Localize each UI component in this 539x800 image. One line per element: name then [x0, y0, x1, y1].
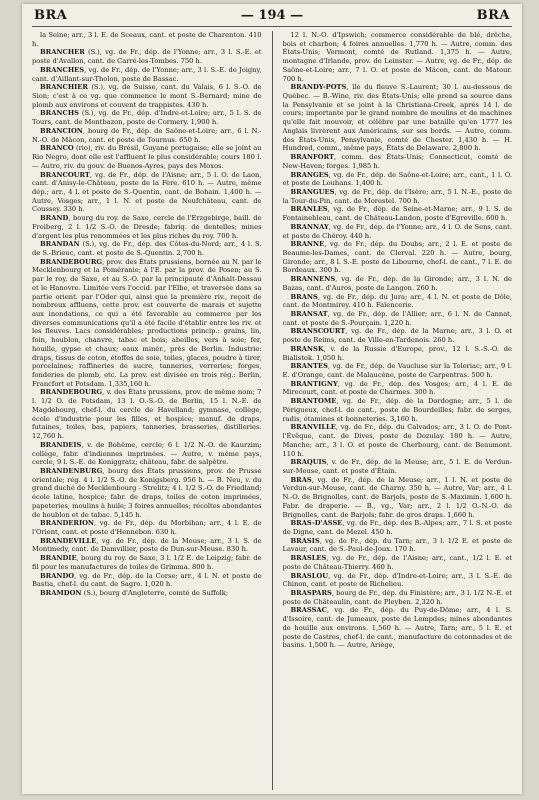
dictionary-entry: BRAND, bourg du roy. de Saxe, cercle de l'Erzgebirge, baill. de Freiberg, 2 l. 1/2 S.-O. de Dresde; fabriq. de dentelles; mines d'argent les plus renommées et les plus riches du roy. 700 h. [32, 214, 262, 240]
page-header [22, 4, 522, 28]
entry-headword: BRANNAY [290, 222, 329, 231]
text-columns [32, 31, 512, 790]
dictionary-entry: BRANDEVILLE, vg. de Fr., dép. de la Meuse; arr., 3 l. S. de Montmedy, cant. de Damvillier, poste de Dun-sur-Meuse. 830 h. [32, 536, 262, 554]
entry-headword: BRAS [290, 475, 312, 484]
entry-headword: BRANTOME [290, 397, 337, 406]
dictionary-entry: BRANCHS (S.), vg. de Fr., dép. d'Indre-et-Loire; arr., 5 l. S. de Tours, cant. de Montbazon, poste de Cormery. 1,900 h. [32, 109, 262, 127]
entry-headword: BRANDIE [40, 554, 77, 563]
dictionary-entry: BRANS, vg. de Fr., dép. du Jura; arr., 4 l. N. et poste de Dôle, cant. de Montmirey. 410 h. Faïencerie. [282, 292, 512, 310]
dictionary-entry: BRANNE, vg. de Fr., dép. du Doubs; arr., 2 l. E. et poste de Beaume-les-Dames, cant. de Clerval. 220 h. — Autre, bourg, Gironde; arr., 8 l. S.-E. poste de Libourne, chef-l. de cant., 7 l. E. de Bordeaux. 300 h. [282, 240, 512, 275]
dictionary-entry: BRASLOU, vg. de Fr., dép. d'Indre-et-Loire; arr., 3 l. S.-E. de Chinon, cant. et poste de Richelieu. [282, 571, 512, 589]
entry-headword: BRANNENS [290, 275, 336, 284]
entry-headword: BRANCOURT [40, 170, 90, 179]
entry-headword: BRANLES [290, 205, 328, 214]
dictionary-entry: BRANVILLE, vg. de Fr., dép. du Calvados; arr., 3 l. O. de Pont-l'Évêque, cant. de Dives, poste de Dozulay. 180 h. — Autre, Manche; arr., 3 l. O. et poste de Cherbourg, cant. de Beaumont. 110 h. [282, 423, 512, 458]
dictionary-entry: BRANCOURT, vg. de Fr., dép. de l'Aisne; arr., 5 l. O. de Laon, cant. d'Anisy-le-Château, poste de la Fère. 610 h. — Autre, même dép.; arr., 4 l. et poste de S.-Quentin, cant. de Bohain. 1,400 h. — Autre, Vosges; arr., 1 l. N. et poste de Neufchâteau, cant. de Coussey. 330 h. [32, 170, 262, 214]
dictionary-entry: BRASSAC, vg. de Fr., dép. du Puy-de-Dôme; arr., 4 l. S. d'Issoire, cant. de Jumeaux, poste de Lempdes; mines abondantes de houille aux environs. 1,560 h. — Autre, Tarn; arr., 5 l. E. et poste de Castres, chef-l. de cant., manufacture de cotonnades et de basins. 1,500 h. — Autre, Ariège, [282, 606, 512, 650]
dictionary-entry: BRANTES, vg. de Fr., dép. de Vaucluse sur la Toleriac; arr., 9 l. E. d'Orange, cant. de Malaucène, poste de Carpentras. 500 h. [282, 362, 512, 380]
dictionary-entry: BRANSCOURT, vg. de Fr., dép. de la Marne; arr., 3 l. O. et poste de Reims, cant. de Ville-en-Tardenois. 260 h. [282, 327, 512, 345]
dictionary-entry: BRANDIE, bourg du roy. de Saxe, 3 l. 1/2 E. de Leipzig; fabr. de fil pour les manufactures de toiles de Grimma. 800 h. [32, 554, 262, 571]
dictionary-entry: BRASIS, vg. de Fr., dép. du Tarn; arr., 3 l. 1/2 E. et poste de Lavaur, cant. de S.-Paul-de-Joux. 170 h. [282, 536, 512, 554]
dictionary-entry: BRANNAY, vg. de Fr., dép. de l'Yonne; arr., 4 l. O. de Sens, cant. et poste de Chéroy. 440 h. [282, 222, 512, 240]
dictionary-entry: BRASPARS, bourg de Fr., dép. du Finistère; arr., 3 l. 1/2 N.-E. et poste de Châteaulin, cant. de Pleyben. 2,320 h. [282, 589, 512, 606]
entry-headword: BRANDAN [40, 240, 80, 249]
dictionary-entry: BRAQUIS, v. de Fr., dép. de la Meuse; arr., 5 l. E. de Verdun-sur-Meuse, cant. et poste d'Étain. [282, 458, 512, 475]
dictionary-entry: la Seine; arr., 3 l. E. de Sceaux, cant. et poste de Charenton. 410 h. [32, 31, 262, 48]
page-number: — 194 — [240, 8, 304, 23]
running-head-left: BRA [34, 8, 68, 23]
dictionary-entry: BRANNENS, vg. de Fr., dép. de la Gironde; arr., 3 l. N. de Bazas, cant. d'Auros, poste de Langon. 260 h. [282, 275, 512, 292]
entry-headword: BRANSK [290, 344, 324, 353]
entry-headword: BRANCO [40, 144, 74, 153]
entry-headword: BRANDEIS [40, 440, 82, 449]
left-column [32, 31, 262, 790]
dictionary-entry: BRANCHES, vg. de Fr., dép. de l'Yonne; arr., 3 l. S.-E. de Joigny, cant. d'Aillant-sur-Tholon, poste de Bassac. [32, 65, 262, 83]
entry-headword: BRANNE [290, 240, 325, 249]
column-divider [272, 31, 273, 790]
dictionary-entry: BRANCION, bourg de Fr., dép. de Saône-et-Loire; arr., 6 l. N.-N.-O. de Mâcon, cant. et poste de Tournus. 650 h. [32, 126, 262, 144]
dictionary-entry: BRANCHIER (S.), vg. de Suisse, cant. du Valais, 6 l. S.-O. de Sion; c'est à ce vg. que commence le mont S.-Bernard; mine de plomb aux environs et couvent de trappistes. 430 h. [32, 83, 262, 109]
dictionary-entry: BRANTOME, vg. de Fr., dép. de la Dordogne; arr., 5 l. de Périgueux, chef-l. de cant., poste de Bourdeilles; fabr. de serges, radis, étamines et bonneteries. 3,160 h. [282, 397, 512, 423]
dictionary-entry: BRANSAT, vg. de Fr., dép. de l'Allier; arr., 6 l. N. de Cannat, cant. et poste de S.-Pourçain. 1,220 h. [282, 310, 512, 327]
dictionary-entry: BRANGUES, vg. de Fr., dép. de l'Isère; arr., 5 l. N.-E., poste de la Tour-du-Pin, cant. de Morestel. 700 h. [282, 187, 512, 205]
dictionary-entry: BRANDO, vg. de Fr., dép. de la Corse; arr., 4 l. N. et poste de Bastia, chef-l. du cant. de Sagro. 1,020 h. [32, 571, 262, 589]
entry-headword: BRANCION [40, 126, 83, 135]
entry-headword: BRASLOU [290, 571, 329, 580]
dictionary-entry: BRANDEIS, v. de Bohême, cercle; 6 l. 1/2 N.-O. de Kaurzim; collège, fabr. d'indiennes imprimées. — Autre, v. même pays, cercle, 9 l. S.-E. de Koniggratz; château, fabr. de salpêtre. [32, 440, 262, 467]
entry-headword: BRAS-D'ASSE [290, 519, 343, 528]
entry-headword: BRANGUES [290, 187, 335, 196]
entry-headword: BRANDEVILLE [40, 536, 97, 545]
entry-headword: BRANDERION [40, 519, 95, 528]
entry-headword: BRANSAT [290, 310, 328, 318]
entry-headword: BRAQUIS [290, 458, 327, 467]
entry-headword: BRANVILLE [290, 423, 336, 432]
dictionary-entry: BRANDERION, vg. de Fr., dép. du Morbihan; arr., 4 l. E. de l'Orient, cant. et poste d'Hennebon. 630 h. [32, 519, 262, 536]
entry-headword: BRANCHES [40, 65, 85, 74]
entry-headword: BRASPARS [290, 589, 332, 597]
entry-headword: BRANS [290, 292, 318, 301]
header-rule [32, 26, 512, 27]
entry-headword: BRANDO [40, 571, 75, 580]
entry-headword: BRANCHER [40, 48, 85, 57]
entry-headword: BRASIS [290, 536, 320, 545]
entry-headword: BRANTES [290, 362, 328, 371]
dictionary-entry: BRANDEBOURG, v. des États prussiens, prov. de même nom; 7 l. 1/2 O. de Potsdam, 13 l. O.-S.-O. de Berlin, 15 l. N.-E. de Magdebourg, chef-l. du cercle de Havelland; gymnase, collège, école d'industrie pour les filles, et hospice; manuf. de draps, futaines, toiles, bas, papiers, tanneries, brasseries, distilleries. 12,760 h. [32, 388, 262, 441]
right-column [283, 31, 513, 790]
dictionary-entry: BRANDY-POTS, île du fleuve S.-Laurent; 30 l. au-dessous de Québec. — B.-Wine, riv. des États-Unis; elle prend sa source dans la Pensylvanie et se joint à la Christiana-Creek, après 14 l. de cours; importante par le grand nombre de moulins et de machines qu'elle fait mouvoir, et célèbre par une bataille qu'en 1777 les Anglais livrèrent aux Américains, sur ses bords. — Autre, comm. des États-Unis, Pensylvanie, comté de Chester. 1,430 h. — H. Hundred, comm., même pays, États de Delaware. 2,800 h. [282, 83, 512, 153]
running-head-right: BRA [476, 8, 510, 23]
book-page [22, 4, 522, 794]
dictionary-entry: BRASLES, vg. de Fr., dép. de l'Aisne; arr., cant., 1/2 l. E. et poste de Château-Thierry. 460 h. [282, 554, 512, 571]
dictionary-entry: BRAMDON (S.), bourg d'Angleterre, comté de Suffolk; [40, 589, 229, 597]
dictionary-entry: BRANDENBURG, bourg des États prussiens, prov. de Prusse orientale; rég. 4 l. 1/2 S.-O. de Konigsberg. 956 h. — B. Neu, v. du grand duché de Mecklenbourg - Strelitz; 4 l. 1/2 S.-O. de Friedland; école latine, hospice; fabr. de draps, toiles de coton imprimées, papeteries, moulins à huile; 3 foires annuelles; récoltes abondantes de houblon et de tabac. 5,145 h. [32, 466, 262, 519]
dictionary-entry: BRANCHER (S.), vg. de Fr., dép. de l'Yonne; arr., 3 l. S.-E. et poste d'Avallon, cant. de Carré-les-Tombes. 750 h. [32, 48, 262, 66]
entry-headword: BRANCHS [40, 109, 79, 118]
entry-headword: BRANDEBOURG [40, 388, 103, 397]
dictionary-entry: BRANCO (rio), riv. du Brésil, Guyane portugaise; elle se joint au Rio Negro, dont elle est l'affluent le plus considérable; cours 180 l. — Autre, riv. du gouv. de Buenos-Ayres, pays des Moxos. [32, 144, 262, 170]
entry-headword: BRANDY-POTS [290, 83, 347, 92]
entry-headword: BRANDENBURG [40, 466, 103, 475]
dictionary-entry: BRANDAN (S.), vg. de Fr., dép. des Côtes-du-Nord; arr., 4 l. S. de S.-Brieuc, cant. et poste de S.-Quentin. 2,700 h. [32, 240, 262, 257]
entry-headword: BRANCHIER [40, 83, 88, 92]
dictionary-entry: BRANFORT, comm. des États-Unis; Connecticut, comté de New-Haven; forges. 1,985 h. [282, 153, 512, 170]
dictionary-entry: BRANTIGNY, vg. de Fr., dép. des Vosges; arr., 4 l. E. de Mirecourt, cant. et poste de Charmes. 300 h. [282, 379, 512, 397]
entry-headword: BRASSAC [290, 606, 327, 615]
entry-headword: BRANGES [290, 170, 329, 179]
dictionary-entry: BRANLES, vg. de Fr., dép. de Seine-et-Marne; arr., 9 l. S. de Fontainebleau, cant. de Château-Landon, poste d'Egreville. 600 h. [282, 205, 512, 223]
entry-headword: BRAMDON [40, 589, 82, 597]
dictionary-entry: BRAS-D'ASSE, vg. de Fr., dép. des B.-Alpes; arr., 7 l. S. et poste de Digne, cant. de Mezel. 450 h. [282, 519, 512, 536]
dictionary-entry: BRANDEBOURG, prov. des États prussiens, bornée au N. par le Mecklenbourg et la Poméranie; à l'E. par la prov. de Posen; au S. par le roy. de Saxe, et au S.-O. par la principauté d'Anhalt-Dessau et le Hanovre. Limitée vers l'occid. par l'Elbe, et traversée dans sa partie orient. par l'Oder qui, ainsi que la première riv., reçoit de nombreux affluens, cette prov. est couverte de marais et sujette aux inondations, ce qui a été favorable au commerce par les diverses communications qu'il a été facile d'établir entre les riv. et les fleuves. Lacs considérables; productions princip.: grains, lin, foin, houblon, chanvre, tabac et bois; abeilles, vers à soie; fer, houille, gypse et chaux; eaux minér., près de Berlin. Industrie: draps, tissus de coton, étoffes de soie, toiles, glaces, poudre à tirer, porcelaines; raffineries de sucre, tanneries, verreries; forges, fonderies de plomb, etc. La prov. est divisée en trois rég.: Berlin, Francfort et Potsdam. 1,335,160 h. [32, 257, 262, 388]
entry-headword: BRANFORT [290, 153, 335, 162]
dictionary-entry: 12 l. N.-O. d'Ipswich; commerce considérable de blé, drêche, bois et charbon; 4 foires annuelles. 1,770 h. — Autre, comm. des États-Unis; Vermont, comté de Rutland. 1,375 h. — Autre, montagne d'Irlande, prov. de Leinster. — Autre, vg. de Fr., dép. de Saône-et-Loire; arr., 7 l. O. et poste de Mâcon, cant. de Matour. 700 h. [282, 31, 512, 83]
entry-headword: BRANTIGNY [290, 379, 338, 388]
dictionary-entry: BRANSK, v. de la Russie d'Europe, prov., 12 l. S.-S.-O. de Bialistok. 1,050 h. [282, 344, 512, 362]
dictionary-entry: BRAS, vg. de Fr., dép. de la Meuse; arr., 1 l. N. et poste de Verdun-sur-Meuse, cant. de Charny. 350 h. — Autre, Var; arr., 4 l. N.-O. de Brignolles, cant. de Barjols, poste de S.-Maximin. 1,600 h. Fabr. de draperie. — B., vg., Var; arr., 2 l. 1/2 O.-N.-O. de Brignolles, cant. de Barjols; fabr. de gros draps. 1,660 h. [282, 475, 512, 519]
entry-headword: BRAND [40, 214, 69, 223]
entry-headword: BRANDEBOURG [40, 257, 103, 266]
dictionary-entry: BRANGES, vg. de Fr., dép. de Saône-et-Loire; arr., cant., 1 l. O. et poste de Louhans. 1,400 h. [282, 170, 512, 188]
entry-headword: BRANSCOURT [290, 327, 346, 336]
entry-headword: BRASLES [290, 554, 327, 563]
